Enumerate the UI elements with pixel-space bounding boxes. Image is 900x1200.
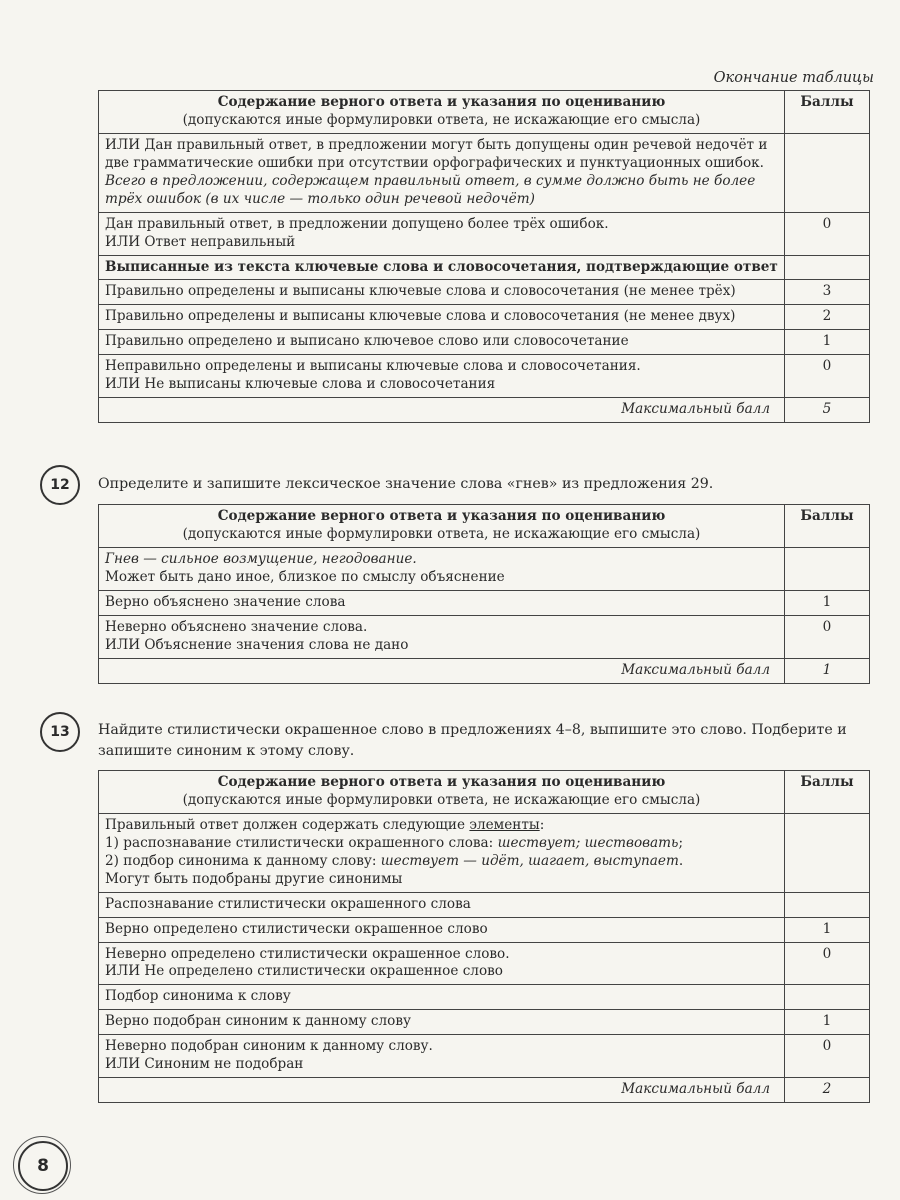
table-row (99, 1035, 870, 1078)
table-row (99, 590, 870, 615)
question-12-text: Определите и запишите лексическое значение слова «гнев» из предложения 29. (98, 476, 714, 492)
score-cell: 0 (785, 942, 870, 985)
score-cell: 1 (785, 917, 870, 942)
criterion-text: 1) распознавание стилистически окрашенного слова: шествует; шествовать; (105, 834, 684, 851)
header-title: Содержание верного ответа и указания по оцениванию (217, 94, 666, 110)
section-title: Подбор синонима к слову (99, 985, 785, 1010)
criterion-cell (99, 212, 785, 255)
score-cell: 1 (785, 590, 870, 615)
criterion-text: 2) подбор синонима к данному слову: шествует — идёт, шагает, выступает. (105, 852, 684, 869)
answer-word: шествует; шествовать (497, 834, 679, 851)
page-number: 8 (18, 1141, 68, 1191)
section-row (99, 985, 870, 1010)
header-title: Содержание верного ответа и указания по оцениванию (217, 774, 666, 790)
criterion-text: Может быть дано иное, близкое по смыслу объяснение (105, 568, 505, 585)
criterion-text: ИЛИ Не выписаны ключевые слова и словосочетания (105, 376, 496, 393)
header-score-cell: Баллы (785, 91, 870, 134)
score-cell (785, 813, 870, 892)
table-row (99, 355, 870, 398)
max-score-label: Максимальный балл (99, 1078, 785, 1103)
criterion-cell (99, 133, 785, 212)
max-score-label: Максимальный балл (99, 398, 785, 423)
score-cell: 0 (785, 355, 870, 398)
criterion-text: ИЛИ Синоним не подобран (105, 1056, 304, 1073)
max-score-row (99, 1078, 870, 1103)
table-row (99, 1010, 870, 1035)
question-number-13: 13 (40, 712, 80, 752)
criterion-text: Неверно подобран синоним к данному слову. (105, 1038, 433, 1055)
underlined-term: элементы (469, 816, 540, 833)
table-row (99, 917, 870, 942)
header-content-cell (99, 771, 785, 814)
question-number-12: 12 (40, 465, 80, 505)
criterion-cell (99, 355, 785, 398)
grading-table-11 (98, 90, 870, 423)
score-cell: 0 (785, 615, 870, 658)
score-cell (785, 133, 870, 212)
criterion-cell (99, 615, 785, 658)
score-cell: 0 (785, 1035, 870, 1078)
table-row (99, 942, 870, 985)
table-row (99, 330, 870, 355)
max-score-row (99, 398, 870, 423)
table-continuation-caption: Окончание таблицы (713, 70, 874, 86)
grading-table-13 (98, 770, 870, 1103)
score-cell: 1 (785, 1010, 870, 1035)
criterion-text: Неправильно определены и выписаны ключевые слова и словосочетания. (105, 358, 641, 375)
criterion-text: Правильный ответ должен содержать следующие элементы: (105, 816, 545, 833)
header-subtitle: (допускаются иные формулировки ответа, не искажающие его смысла) (182, 111, 701, 128)
score-cell (785, 892, 870, 917)
table-row (99, 547, 870, 590)
score-cell: 2 (785, 305, 870, 330)
table-header-row (99, 771, 870, 814)
section-row (99, 255, 870, 280)
criterion-text: ИЛИ Ответ неправильный (105, 233, 296, 250)
table-header-row (99, 91, 870, 134)
table-row (99, 813, 870, 892)
section-title: Выписанные из текста ключевые слова и словосочетания, подтверждающие ответ (99, 255, 785, 280)
criterion-cell (99, 942, 785, 985)
answer-definition: Гнев — сильное возмущение, негодование. (105, 550, 417, 567)
criterion-text: Неверно определено стилистически окрашенное слово. (105, 945, 510, 962)
header-score-cell: Баллы (785, 771, 870, 814)
score-cell (785, 985, 870, 1010)
header-subtitle: (допускаются иные формулировки ответа, не искажающие его смысла) (182, 791, 701, 808)
score-cell (785, 547, 870, 590)
section-title: Распознавание стилистически окрашенного слова (99, 892, 785, 917)
score-cell: 0 (785, 212, 870, 255)
score-cell: 1 (785, 330, 870, 355)
criterion-cell: Правильно определены и выписаны ключевые слова и словосочетания (не менее двух) (99, 305, 785, 330)
question-13-text: Найдите стилистически окрашенное слово в предложениях 4–8, выпишите это слово. Подберите и запишите синоним к этому слову. (98, 722, 847, 759)
criterion-text: Дан правильный ответ, в предложении допущено более трёх ошибок. (105, 215, 609, 232)
header-title: Содержание верного ответа и указания по оцениванию (217, 508, 666, 524)
max-score-row (99, 658, 870, 683)
score-cell: 3 (785, 280, 870, 305)
criterion-cell (99, 547, 785, 590)
grading-table-12 (98, 504, 870, 684)
max-score-label: Максимальный балл (99, 658, 785, 683)
table-row (99, 133, 870, 212)
table-row (99, 615, 870, 658)
criterion-note: Всего в предложении, содержащем правильный ответ, в сумме должно быть не более трёх ошибок (в их числе — только один речевой недочёт) (105, 172, 756, 207)
header-score-cell: Баллы (785, 505, 870, 548)
criterion-text: ИЛИ Объяснение значения слова не дано (105, 636, 409, 653)
criterion-cell: Верно подобран синоним к данному слову (99, 1010, 785, 1035)
header-content-cell (99, 91, 785, 134)
criterion-text: ИЛИ Дан правильный ответ, в предложении могут быть допущены один речевой недочёт и две грамматические ошибки при отсутствии орфографических и пунктуационных ошибок. (105, 136, 768, 171)
table-header-row (99, 505, 870, 548)
criterion-cell (99, 1035, 785, 1078)
criterion-text: Могут быть подобраны другие синонимы (105, 870, 403, 887)
criterion-cell: Правильно определено и выписано ключевое слово или словосочетание (99, 330, 785, 355)
criterion-cell: Верно определено стилистически окрашенное слово (99, 917, 785, 942)
header-content-cell (99, 505, 785, 548)
section-row (99, 892, 870, 917)
criterion-text: ИЛИ Не определено стилистически окрашенное слово (105, 963, 503, 980)
criterion-cell (99, 813, 785, 892)
table-row (99, 280, 870, 305)
max-score-value: 5 (785, 398, 870, 423)
max-score-value: 2 (785, 1078, 870, 1103)
criterion-cell: Верно объяснено значение слова (99, 590, 785, 615)
header-subtitle: (допускаются иные формулировки ответа, не искажающие его смысла) (182, 525, 701, 542)
table-row (99, 305, 870, 330)
answer-synonyms: шествует — идёт, шагает, выступает (380, 852, 679, 869)
score-cell (785, 255, 870, 280)
criterion-text: Неверно объяснено значение слова. (105, 618, 368, 635)
max-score-value: 1 (785, 658, 870, 683)
criterion-cell: Правильно определены и выписаны ключевые слова и словосочетания (не менее трёх) (99, 280, 785, 305)
table-row (99, 212, 870, 255)
